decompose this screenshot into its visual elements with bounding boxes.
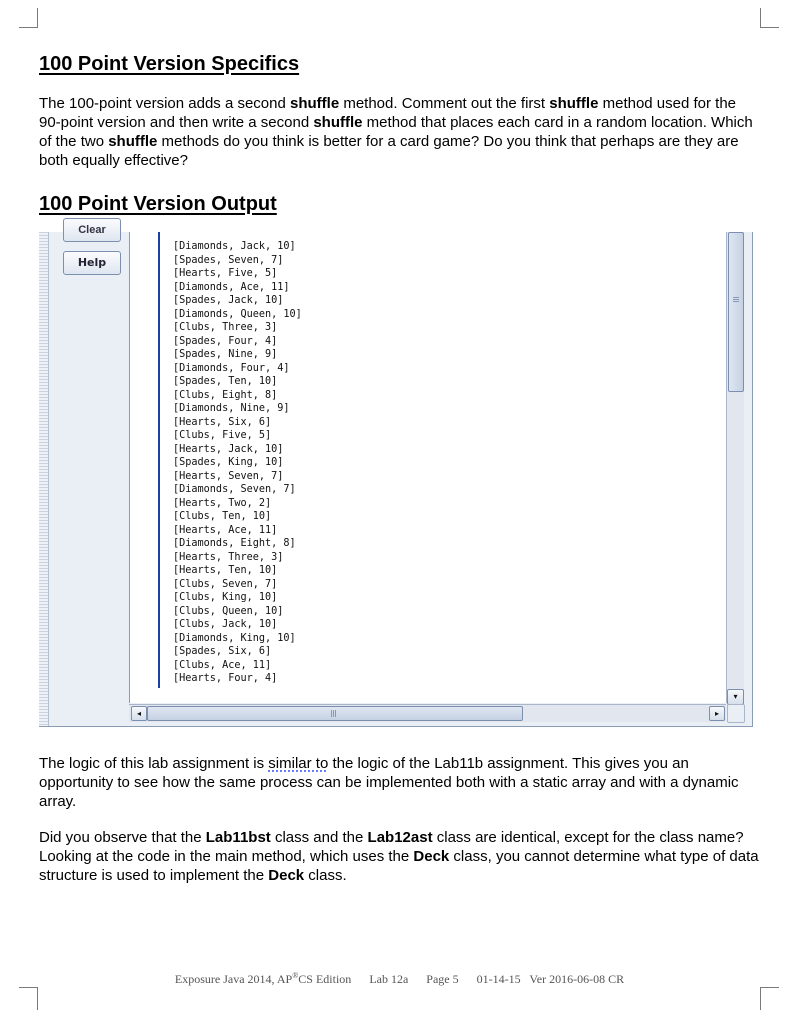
vertical-scrollbar[interactable] [726,232,744,703]
output-line: [Diamonds, King, 10] [173,632,296,644]
observation-paragraph: Did you observe that the Lab11bst class and the Lab12ast class are identical, except for the class name? Looking at the code in the main method, which uses the Deck class, you cannot determine what type of data structure is used to implement the Deck class. [39,829,759,884]
specifics-paragraph: The 100-point version adds a second shuffle method. Comment out the first shuffle method used for the 90-point version and then write a second shuffle method that places each card in a random location. Which of the two shuffle methods do you think is better for a card game? Do you think that perhaps are they are both equally effective? [39,95,753,169]
horizontal-scroll-thumb[interactable] [147,706,523,721]
output-line: [Hearts, Six, 6] [173,416,272,428]
button-panel [49,232,129,726]
output-line: [Hearts, Five, 5] [173,268,278,279]
output-line: [Diamonds, Jack, 10] [173,241,296,252]
output-line: [Clubs, Seven, 7] [173,578,278,590]
output-line: [Spades, Seven, 7] [173,254,284,266]
grip-icon [733,297,739,302]
text-area-margin-line [158,232,160,688]
output-line: [Diamonds, Eight, 8] [173,538,296,549]
scroll-right-button[interactable]: ▸ [709,706,725,721]
output-line: [Diamonds, Seven, 7] [173,484,296,495]
program-output-window [39,224,753,727]
output-line: [Hearts, Seven, 7] [173,470,284,482]
output-line: [Clubs, Eight, 8] [173,389,278,401]
grip-icon [331,710,337,717]
output-line: [Hearts, Jack, 10] [173,443,284,455]
section-heading-specifics: 100 Point Version Specifics [39,53,300,75]
output-line: [Diamonds, Ace, 11] [173,281,290,293]
output-line: [Diamonds, Four, 4] [173,362,290,374]
output-line: [Clubs, Ten, 10] [173,511,272,522]
scroll-left-button[interactable]: ◂ [131,706,147,721]
output-line: [Spades, Six, 6] [173,646,272,657]
output-lines [173,240,302,686]
window-grip [39,232,49,726]
vertical-scroll-thumb[interactable] [728,232,744,392]
output-line: [Clubs, Queen, 10] [173,605,284,617]
section-heading-output: 100 Point Version Output [39,193,277,215]
output-line: [Spades, King, 10] [173,457,284,468]
output-line: [Hearts, Two, 2] [173,497,272,509]
output-line: [Clubs, Jack, 10] [173,619,278,630]
output-line: [Hearts, Three, 3] [173,551,284,563]
output-text-area[interactable] [129,232,727,703]
output-line: [Clubs, Five, 5] [173,430,272,441]
crop-mark-top-right [760,8,779,28]
output-line: [Diamonds, Queen, 10] [173,308,302,320]
scroll-down-button[interactable]: ▾ [727,689,744,705]
page-footer: Exposure Java 2014, AP®CS Edition Lab 12a Page 5 01-14-15 Ver 2016-06-08 CR [174,971,625,986]
output-line: [Spades, Jack, 10] [173,295,284,306]
scrollbar-corner [727,704,745,723]
output-line: [Clubs, Ace, 11] [173,659,272,671]
output-line: [Spades, Ten, 10] [173,376,278,387]
output-line: [Clubs, King, 10] [173,592,278,603]
clear-button[interactable]: Clear [63,218,121,242]
output-line: [Clubs, Three, 3] [173,322,278,333]
help-button[interactable]: Help [63,251,121,275]
output-line: [Spades, Nine, 9] [173,349,278,360]
output-line: [Hearts, Ace, 11] [173,524,278,536]
output-line: [Spades, Four, 4] [173,335,278,347]
crop-mark-bottom-left [19,987,38,1010]
crop-mark-top-left [19,8,38,28]
output-line: [Diamonds, Nine, 9] [173,403,290,414]
output-line: [Hearts, Ten, 10] [173,565,278,576]
logic-paragraph: The logic of this lab assignment is similar to the logic of the Lab11b assignment. This gives you an opportunity to see how the same process can be implemented both with a static array and with a dynamic array. [39,755,739,810]
crop-mark-bottom-right [760,987,779,1010]
horizontal-scrollbar[interactable] [129,704,726,722]
output-line: [Hearts, Four, 4] [173,673,278,684]
